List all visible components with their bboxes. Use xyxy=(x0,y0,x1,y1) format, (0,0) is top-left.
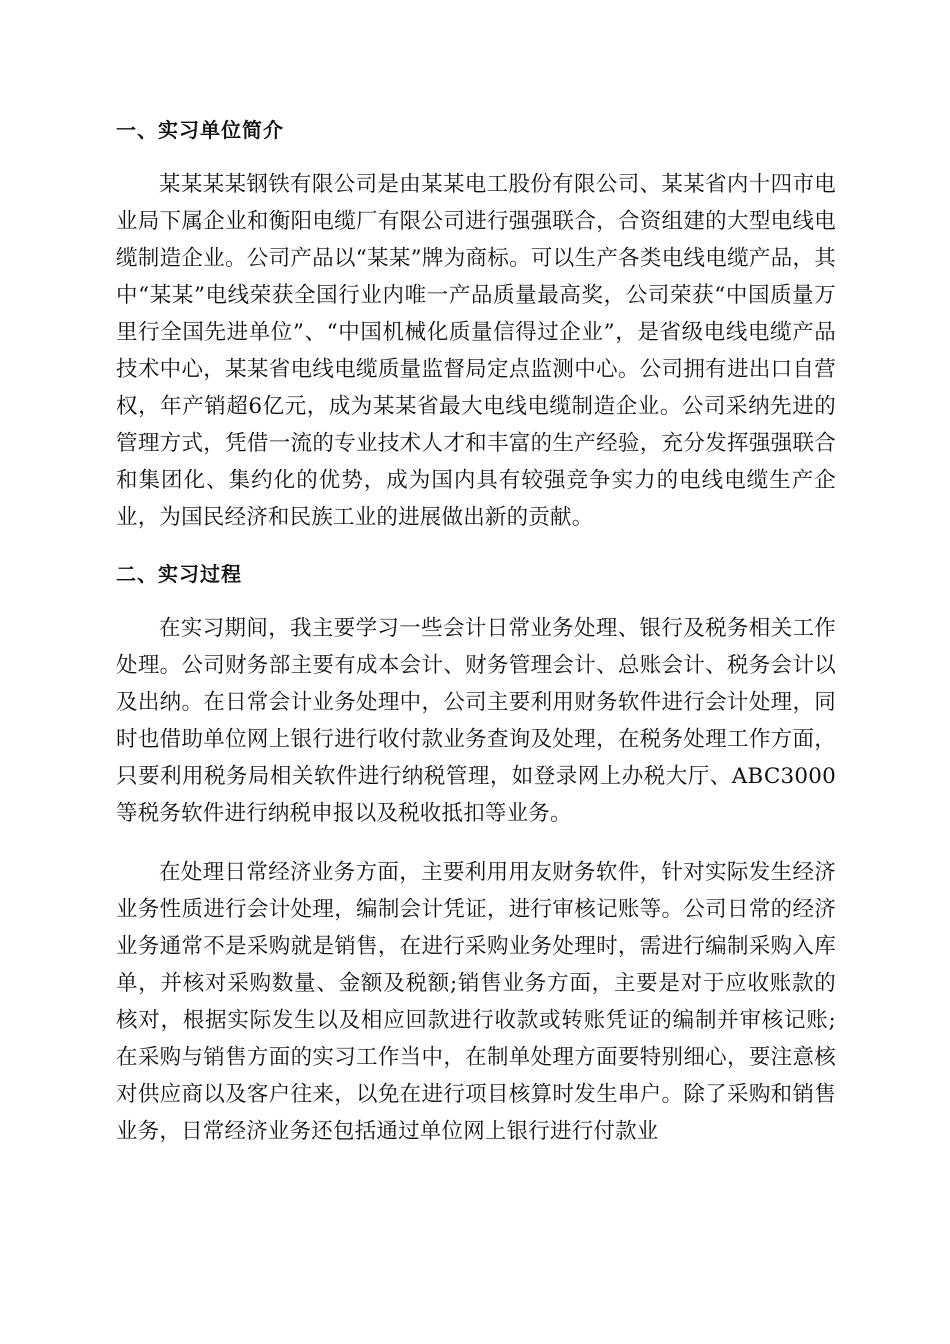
section-heading-intro: 一、实习单位简介 xyxy=(116,118,284,142)
section-heading-process: 二、实习过程 xyxy=(116,562,242,586)
document-page xyxy=(116,112,836,1150)
paragraph-daily-business: 在处理日常经济业务方面，主要利用用友财务软件，针对实际发生经济业务性质进行会计处理，编制会计凭证，进行审核记账等。公司日常的经济业务通常不是采购就是销售，在进行采购业务处理时，需进行编制采购入库单，并核对采购数量、金额及税额;销售业务方面，主要是对于应收账款的核对，根据实际发生以及相应回款进行收款或转账凭证的编制并审核记账;在采购与销售方面的实习工作当中，在制单处理方面要特别细心，要注意核对供应商以及客户往来，以免在进行项目核算时发生串户。除了采购和销售业务，日常经济业务还包括通过单位网上银行进行付款业 xyxy=(116,860,836,1144)
paragraph-company-intro: 某某某某钢铁有限公司是由某某电工股份有限公司、某某省内十四市电业局下属企业和衡阳电缆厂有限公司进行强强联合，合资组建的大型电线电缆制造企业。公司产品以“某某”牌为商标。可以生产各类电线电缆产品，其中“某某”电线荣获全国行业内唯一产品质量最高奖，公司荣获“中国质量万里行全国先进单位”、“中国机械化质量信得过企业”，是省级电线电缆产品技术中心，某某省电线电缆质量监督局定点监测中心。公司拥有进出口自营权，年产销超6亿元，成为某某省最大电线电缆制造企业。公司采纳先进的管理方式，凭借一流的专业技术人才和丰富的生产经验，充分发挥强强联合和集团化、集约化的优势，成为国内具有较强竞争实力的电线电缆生产企业，为国民经济和民族工业的进展做出新的贡献。 xyxy=(116,172,836,530)
paragraph-internship-duties: 在实习期间，我主要学习一些会计日常业务处理、银行及税务相关工作处理。公司财务部主要有成本会计、财务管理会计、总账会计、税务会计以及出纳。在日常会计业务处理中，公司主要利用财务软件进行会计处理，同时也借助单位网上银行进行收付款业务查询及处理，在税务处理工作方面，只要利用税务局相关软件进行纳税管理，如登录网上办税大厅、ABC3000等税务软件进行纳税申报以及税收抵扣等业务。 xyxy=(116,616,836,826)
